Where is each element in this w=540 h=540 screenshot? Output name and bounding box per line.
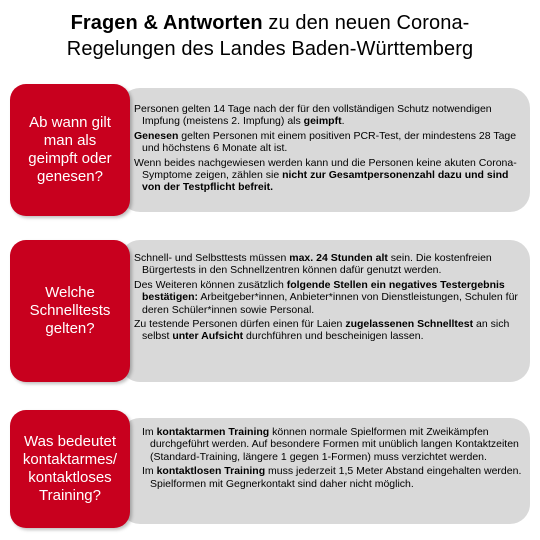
answer-1-paragraph-1: Personen gelten 14 Tage nach der für den vollständigen Schutz notwendigen Impfung (meistens 2. Impfung) als geimpft.: [134, 103, 492, 128]
answer-1-paragraph-2: Genesen gelten Personen mit einem positiven PCR-Test, der mindestens 28 Tage und höchstens 6 Monate alt ist.: [134, 129, 517, 155]
question-box-1: [10, 84, 130, 216]
answer-text-3: [142, 426, 526, 490]
answer-2-paragraph-3: Zu testende Personen dürfen einen für Laien zugelassenen Schnelltest an sich selbst unter Aufsicht durchführen und bescheinigen lassen.: [134, 318, 510, 343]
page-title: [0, 10, 540, 62]
answer-2-paragraph-1: Schnell- und Selbsttests müssen max. 24 Stunden alt sein. Die kostenfreien Bürgertests in den Schnellzentren können dafür genutzt werden.: [134, 252, 492, 277]
answer-1-paragraph-3: Wenn beides nachgewiesen werden kann und die Personen keine akuten Corona-Symptome zeigen, zählen sie nicht zur Gesamtpersonenzahl dazu und sind von der Testpflicht befreit.: [134, 156, 517, 194]
answer-text-1: [134, 103, 526, 194]
question-box-3: [10, 410, 130, 528]
question-box-2: [10, 240, 130, 382]
answer-3-paragraph-2: Im kontaktlosen Training muss jederzeit 1,5 Meter Abstand eingehalten werden. Spielformen mit Gegnerkontakt sind daher nicht möglich.: [142, 465, 522, 490]
answer-3-paragraph-1: Im kontaktarmen Training können normale Spielformen mit Zweikämpfen durchgeführt werden. Auf besondere Formen mit unüblich langen Kontaktzeiten (Standard-Training, längere 1 gegen 1-Formen) muss verzichtet werden.: [142, 426, 519, 463]
answer-2-paragraph-2: Des Weiteren können zusätzlich folgende Stellen ein negatives Testergebnis bestätigen: Arbeitgeber*innen, Anbieter*innen von Dienstleistungen, Schulen für deren Schüler*innen sowie Personal.: [134, 278, 518, 316]
title-line2: Regelungen des Landes Baden-Württemberg: [66, 38, 474, 60]
question-1: Ab wann gilt man als geimpft oder genesen?: [28, 114, 112, 185]
title-line1-rest: zu den neuen Corona-: [262, 12, 470, 34]
title-bold: Fragen & Antworten: [70, 12, 263, 34]
question-2: Welche Schnelltests gelten?: [29, 284, 111, 337]
answer-text-2: [134, 252, 526, 343]
question-3: Was bedeutet kontaktarmes/ kontaktloses Training?: [22, 433, 118, 504]
